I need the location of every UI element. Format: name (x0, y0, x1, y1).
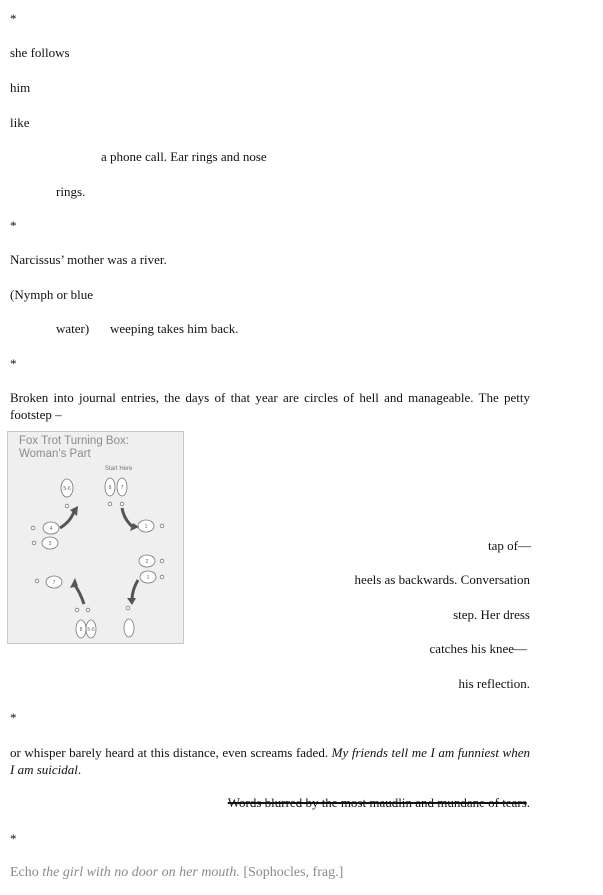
poem-line: Narcissus’ mother was a river. (10, 252, 167, 267)
step-label: 5-6 (63, 486, 71, 492)
poem-line: heels as backwards. Conversation (354, 572, 530, 587)
echo-word: Echo (10, 865, 39, 880)
arrow-icon (60, 512, 74, 528)
poem-line: weeping takes him back. (110, 321, 239, 336)
footprint-icon (124, 619, 134, 637)
section-divider-asterisk: * (10, 218, 17, 233)
diagram-title-line: Woman's Part (19, 448, 91, 460)
step-label: 4 (49, 526, 53, 532)
floor-marker (65, 504, 69, 508)
floor-marker (160, 559, 164, 563)
poem-line: him (10, 80, 31, 95)
step-label: 3 (48, 541, 52, 547)
arrow-icon (132, 580, 138, 600)
step-label: 8 (108, 485, 112, 491)
poem-line: she follows (10, 45, 70, 60)
step-label: 8 (79, 627, 83, 633)
italic-quote: My friends tell me I am funniest when I am suicidal (10, 745, 530, 777)
footstep-diagram (8, 432, 185, 645)
step-label: 7 (52, 580, 56, 586)
struck-text: Words blurred by the most maudlin and mundane of tears (227, 795, 527, 810)
diagram-title-line: Fox Trot Turning Box: (19, 435, 129, 447)
punctuation: . (526, 795, 530, 810)
section-divider-asterisk: * (10, 710, 17, 725)
step-label: 2 (145, 559, 149, 565)
floor-marker (35, 579, 39, 583)
floor-marker (108, 502, 112, 506)
prose-paragraph: Broken into journal entries, the days of that year are circles of hell and manageable. The petty footstep – (10, 390, 530, 422)
poem-line: catches his knee— (429, 641, 527, 656)
poem-line: his reflection. (458, 676, 530, 691)
start-here-label: Start Here (105, 466, 133, 472)
poem-line: (Nymph or blue (10, 287, 94, 302)
step-label: 7 (120, 485, 124, 491)
prose-paragraph (10, 744, 530, 778)
floor-marker (120, 502, 124, 506)
poem-line: tap of— (488, 538, 531, 553)
floor-marker (86, 608, 90, 612)
poem-line: a phone call. Ear rings and nose (101, 149, 267, 164)
closing-line (10, 865, 343, 880)
poem-line: step. Her dress (453, 607, 530, 622)
floor-marker (126, 606, 130, 610)
step-label: 1 (144, 524, 148, 530)
citation: [Sophocles, frag.] (243, 865, 344, 880)
floor-marker (31, 526, 35, 530)
strikethrough-line (228, 795, 530, 810)
punctuation: . (77, 762, 82, 777)
prose-text: or whisper barely heard at this distance, even screams faded. (10, 745, 329, 760)
step-label: 1 (146, 575, 150, 581)
step-label: 5-6 (87, 627, 95, 633)
floor-marker (32, 541, 36, 545)
floor-marker (160, 575, 164, 579)
section-divider-asterisk: * (10, 11, 17, 26)
section-divider-asterisk: * (10, 356, 17, 371)
italic-quote: the girl with no door on her mouth. (42, 865, 240, 880)
arrow-icon (122, 508, 134, 528)
poem-line: like (10, 115, 30, 130)
floor-marker (75, 608, 79, 612)
floor-marker (160, 524, 164, 528)
arrow-icon (74, 584, 84, 604)
section-divider-asterisk: * (10, 831, 17, 846)
foxtrot-diagram-image (7, 431, 184, 644)
poem-line: rings. (56, 184, 86, 199)
poem-line: water) (56, 321, 90, 336)
